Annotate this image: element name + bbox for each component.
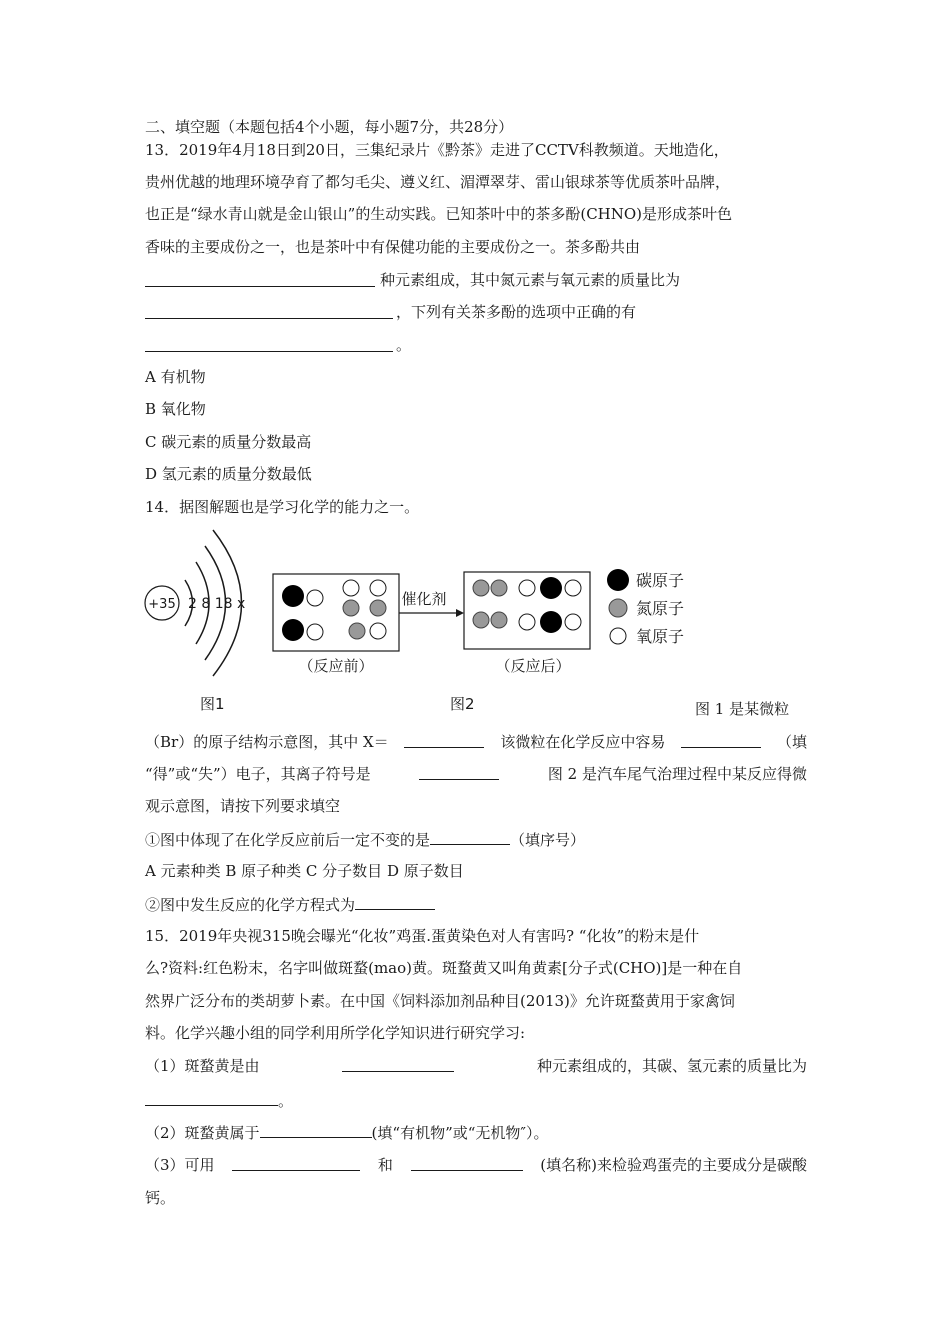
fig2-before-label: （反应前） [298,657,374,675]
legend-nitrogen-swatch [609,599,627,617]
q14-line-3 [145,764,807,784]
oxygen-atom [519,614,535,630]
q15-sub-3-cont: 钙。 [145,1189,176,1207]
q13-line-4 [145,237,807,257]
q14-blank-x[interactable] [404,732,484,748]
q13-option-a: A 有机物 [145,368,206,386]
q15-sub-3-text-a: （3）可用 [145,1156,215,1174]
q13-line-5-text: 种元素组成，其中氮元素与氧元素的质量比为 [380,271,681,289]
q14-blank-unchanged[interactable] [430,829,510,845]
oxygen-atom [370,580,386,596]
legend-oxygen-label: 氧原子 [636,627,685,646]
oxygen-atom [370,623,386,639]
q14-line-6: A 元素种类 B 原子种类 C 分子数目 D 原子数目 [145,862,464,880]
fig1-nucleus-label: +35 [148,597,176,612]
q14-figures [140,522,700,722]
q14-line-7-text: ②图中发生反应的化学方程式为 [145,896,356,914]
nitrogen-atom [473,580,489,596]
q15-sub-1-text-c: 。 [278,1092,294,1110]
q15-blank-mass-ratio[interactable] [145,1090,278,1106]
q15-sub-1-text-b: 种元素组成的，其碳、氢元素的质量比为 [536,1057,807,1075]
q14-line-7 [145,894,435,915]
nitrogen-atom [349,623,365,639]
fig1-caption: 图1 [200,695,225,713]
legend-carbon-swatch [607,569,629,591]
q15-blank-elements[interactable] [342,1056,454,1072]
fig2-after-label: （反应后） [495,657,571,675]
q14-line-5-text-b: （填序号） [510,831,586,849]
q14-blank-equation[interactable] [355,894,435,910]
q14-blank-gain-lose[interactable] [681,732,761,748]
q13-option-c: C 碳元素的质量分数最高 [145,433,312,451]
q15-sub-2-text-a: （2）斑蝥黄属于 [145,1124,260,1142]
q13-line-5 [380,270,807,290]
nitrogen-atom [473,612,489,628]
oxygen-atom [519,580,535,596]
q13-blank-elements[interactable] [145,286,375,287]
q14-line-3-text-a: “得”或“失”）电子，其离子符号是 [145,765,371,783]
carbon-atom [282,585,304,607]
fig2-after-box [464,572,590,675]
q14-blank-ion-symbol[interactable] [419,764,499,780]
fig1-atom-diagram [145,530,245,713]
q15-sub-3-text-c: (填名称)来检验鸡蛋壳的主要成分是碳酸 [540,1156,807,1174]
legend-nitrogen-label: 氮原子 [636,599,685,618]
q13-option-b: B 氧化物 [145,400,206,418]
q15-sub-3-text-b: 和 [377,1156,393,1174]
fig2-reaction-arrow [399,590,464,617]
q13-line-3: 也正是“绿水青山就是金山银山”的生动实践。已知茶叶中的茶多酚(CHNO)是形成茶叶色 [145,205,733,223]
q14-line-2-text-c: （填 [776,733,807,751]
q14-line-1-tail: 图 1 是某微粒 [695,700,790,718]
fig2-legend [607,569,684,646]
fig2-before-box [273,574,399,675]
q13-line-6: ，下列有关茶多酚的选项中正确的有 [396,303,637,321]
q13-line-1: 13．2019年4月18日到20日，三集纪录片《黔茶》走进了CCTV科教频道。天地造化， [145,141,729,159]
q14-line-5-text-a: ①图中体现了在化学反应前后一定不变的是 [145,831,431,849]
fig2-caption: 图2 [450,695,475,713]
q15-blank-reagent-2[interactable] [411,1155,523,1171]
q13-line-7: 。 [396,336,412,354]
q15-blank-category[interactable] [260,1122,372,1138]
q15-line-2: 么?资料:红色粉末，名字叫做斑蝥(mao)黄。斑蝥黄又叫角黄素[分子式(CHO)]是一种在自 [145,959,743,977]
q14-line-2 [145,732,807,752]
q15-blank-reagent-1[interactable] [232,1155,360,1171]
q14-line-5 [145,829,585,850]
q15-sub-3 [145,1155,807,1175]
arrow-head [456,609,464,617]
q13-line-2: 贵州优越的地理环境孕育了都匀毛尖、遵义红、湄潭翠芽、雷山银球茶等优质茶叶品牌， [145,173,731,191]
legend-carbon-label: 碳原子 [636,571,685,590]
oxygen-atom [307,590,323,606]
q15-sub-2 [145,1122,549,1143]
q15-line-1: 15．2019年央视315晚会曝光“化妆”鸡蛋.蛋黄染色对人有害吗? “化妆”的粉末是什 [145,927,700,945]
carbon-atom [540,577,562,599]
carbon-atom [282,619,304,641]
nitrogen-atom [491,612,507,628]
fig1-shell-numbers: 2 8 18 x [188,596,246,612]
q15-sub-1-cont [145,1090,293,1111]
nitrogen-atom [370,600,386,616]
q14-line-2-text-a: （Br）的原子结构示意图，其中 X＝ [145,733,389,751]
q13-blank-ratio[interactable] [145,318,393,319]
q15-line-4: 料。化学兴趣小组的同学利用所学化学知识进行研究学习: [145,1024,526,1042]
legend-oxygen-swatch [610,628,626,644]
q13-option-d: D 氢元素的质量分数最低 [145,465,312,483]
nitrogen-atom [343,600,359,616]
nitrogen-atom [491,580,507,596]
oxygen-atom [565,614,581,630]
fig2-catalyst-label: 催化剂 [401,590,447,608]
oxygen-atom [307,624,323,640]
q14-line-4: 观示意图，请按下列要求填空 [145,797,341,815]
q14-intro: 14．据图解题也是学习化学的能力之一。 [145,498,420,516]
q15-sub-1 [145,1056,807,1076]
oxygen-atom [343,580,359,596]
section-title: 二、填空题（本题包括4个小题，每小题7分，共28分） [145,118,514,136]
q13-line-4-text: 香味的主要成份之一，也是茶叶中有保健功能的主要成份之一。茶多酚共由 [145,238,641,256]
carbon-atom [540,611,562,633]
q15-sub-1-text-a: （1）斑蝥黄是由 [145,1057,260,1075]
q15-sub-2-text-b: (填“有机物”或“无机物″）。 [371,1124,549,1142]
q14-line-3-text-b: 图 2 是汽车尾气治理过程中某反应得微 [547,765,807,783]
q15-line-3: 然界广泛分布的类胡萝卜素。在中国《饲料添加剂品种目(2013)》允许斑蝥黄用于家禽饲 [145,992,735,1010]
q13-blank-correct[interactable] [145,351,393,352]
q14-line-2-text-b: 该微粒在化学反应中容易 [500,733,666,751]
oxygen-atom [565,580,581,596]
